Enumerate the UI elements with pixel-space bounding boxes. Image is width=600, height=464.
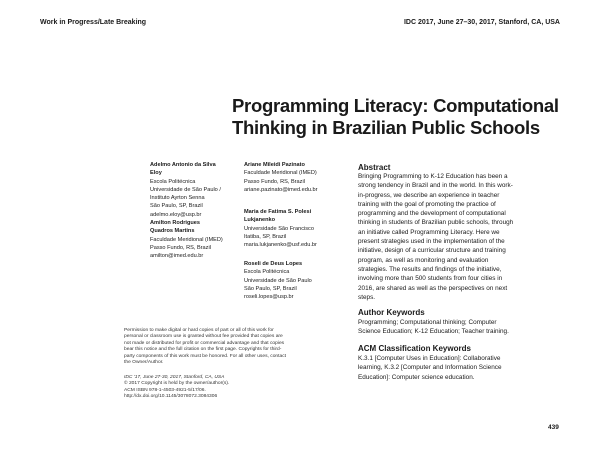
- author-affiliation: Universidade de São Paulo /: [150, 186, 221, 193]
- author-location: São Paulo, SP, Brazil: [150, 203, 203, 210]
- author-affiliation: Universidade São Francisco: [244, 225, 314, 232]
- author-affiliation: Escola Politécnica: [244, 269, 290, 276]
- author-name: Roseli de Deus Lopes: [244, 261, 303, 267]
- abstract-line: strong tendency in Brazil and in the world. In this work-: [358, 182, 513, 190]
- permission-line: bear this notice and the full citation on the first page. Copyrights for third-: [124, 347, 282, 353]
- title-line-1: Programming Literacy: Computational: [232, 95, 559, 116]
- acm-body: [358, 354, 563, 382]
- acm-line: Education]: Computer science education.: [358, 373, 475, 381]
- keywords-body: [358, 318, 563, 337]
- keywords-line: Science Education; K-12 Education; Teacher training.: [358, 328, 509, 336]
- abstract-line: steps.: [358, 293, 376, 301]
- abstract-line: in-progress, we describe an experience in teacher: [358, 191, 500, 199]
- abstract-line: initiative, design of a curricular structure and training: [358, 247, 506, 255]
- abstract-body: [358, 172, 563, 302]
- page-number: 439: [548, 424, 559, 431]
- title-line-2: Thinking in Brazilian Public Schools: [232, 117, 540, 138]
- permission-line: personal or classroom use is granted without fee provided that copies are: [124, 334, 283, 340]
- abstract-line: 2016, are shared as well as the perspectives on next: [358, 284, 508, 292]
- author-block-pazinato: [244, 161, 354, 194]
- author-email: maria.lukjanenko@usf.edu.br: [244, 242, 317, 249]
- abstract-line: present strategies used in the implementation of the: [358, 238, 505, 246]
- author-affiliation: Faculdade Meridional (IMED): [150, 236, 223, 243]
- abstract-line: an initiative called Programming Literacy. Here we: [358, 228, 500, 236]
- author-affiliation: Instituto Ayrton Senna: [150, 195, 205, 202]
- permission-notice: [124, 328, 334, 366]
- abstract-line: training with the goal of promoting the practice of: [358, 200, 496, 208]
- permission-line: the Owner/Author.: [124, 360, 164, 366]
- author-location: São Paulo, SP, Brazil: [244, 285, 297, 292]
- paper-title: [232, 95, 572, 139]
- author-email: adelmo.eloy@usp.br: [150, 211, 202, 218]
- copyright-citation: [124, 375, 334, 401]
- author-name: Eloy: [150, 170, 162, 177]
- abstract-line: involving more than 500 students from four cities in: [358, 275, 503, 283]
- author-name: Ariane Mileidi Pazinato: [244, 162, 305, 168]
- author-name: Maria de Fatima S. Polesi: [244, 209, 312, 215]
- author-location: Passo Fundo, RS, Brazil: [150, 244, 211, 251]
- permission-line: not made or distributed for profit or commercial advantage and that copies: [124, 340, 285, 346]
- author-affiliation: Universidade de São Paulo: [244, 277, 312, 284]
- copyright-line: © 2017 Copyright is held by the owner/author(s).: [124, 381, 230, 387]
- author-name: Adelmo Antonio da Silva: [150, 162, 216, 168]
- author-name: Lukjanenko: [244, 217, 276, 224]
- abstract-line: strategies. The results and findings of the initiative,: [358, 265, 502, 273]
- author-location: Passo Fundo, RS, Brazil: [244, 178, 305, 185]
- permission-line: party components of this work must be honored. For all other uses, contact: [124, 353, 287, 359]
- author-block-lopes: [244, 260, 354, 301]
- author-email: amilton@imed.edu.br: [150, 253, 204, 260]
- isbn-line: ACM ISBN 978-1-4503-4921-5/17/06.: [124, 387, 206, 393]
- keywords-line: Programming; Computational thinking; Computer: [358, 319, 497, 326]
- conference-citation: IDC '17, June 27-30, 2017, Stanford, CA, USA: [124, 375, 225, 380]
- abstract-line: programming and the development of computational: [358, 210, 506, 218]
- acm-line: learning, K.3.2 [Computer and Information Science: [358, 364, 502, 372]
- author-block-lukjanenko: [244, 208, 354, 249]
- author-location: Itatiba, SP, Brazil: [244, 233, 287, 240]
- author-name: Amilton Rodrigues: [150, 220, 201, 226]
- acm-heading: ACM Classification Keywords: [358, 344, 471, 353]
- abstract-line: thinking in students of Brazilian public schools, through: [358, 219, 514, 227]
- doi-link[interactable]: http://dx.doi.org/10.1145/3078072.3084306: [124, 394, 218, 400]
- author-name: Quadros Martins: [150, 228, 195, 235]
- abstract-heading: Abstract: [358, 163, 391, 172]
- running-header-right: IDC 2017, June 27–30, 2017, Stanford, CA, USA: [403, 19, 560, 26]
- abstract-line: Bringing Programming to K-12 Education has been a: [358, 173, 508, 180]
- author-email: roseli.lopes@usp.br: [244, 294, 294, 301]
- author-affiliation: Escola Politécnica: [150, 178, 196, 185]
- author-affiliation: Faculdade Meridional (IMED): [244, 170, 317, 177]
- keywords-heading: Author Keywords: [358, 308, 425, 317]
- running-header-left: Work in Progress/Late Breaking: [40, 19, 147, 26]
- acm-line: K.3.1 [Computer Uses in Education]: Collaborative: [358, 355, 501, 362]
- permission-line: Permission to make digital or hard copies of part or all of this work for: [124, 328, 274, 333]
- abstract-line: program, as well as monitoring and evaluation: [358, 256, 489, 264]
- author-email: ariane.pazinato@imed.edu.br: [244, 186, 318, 193]
